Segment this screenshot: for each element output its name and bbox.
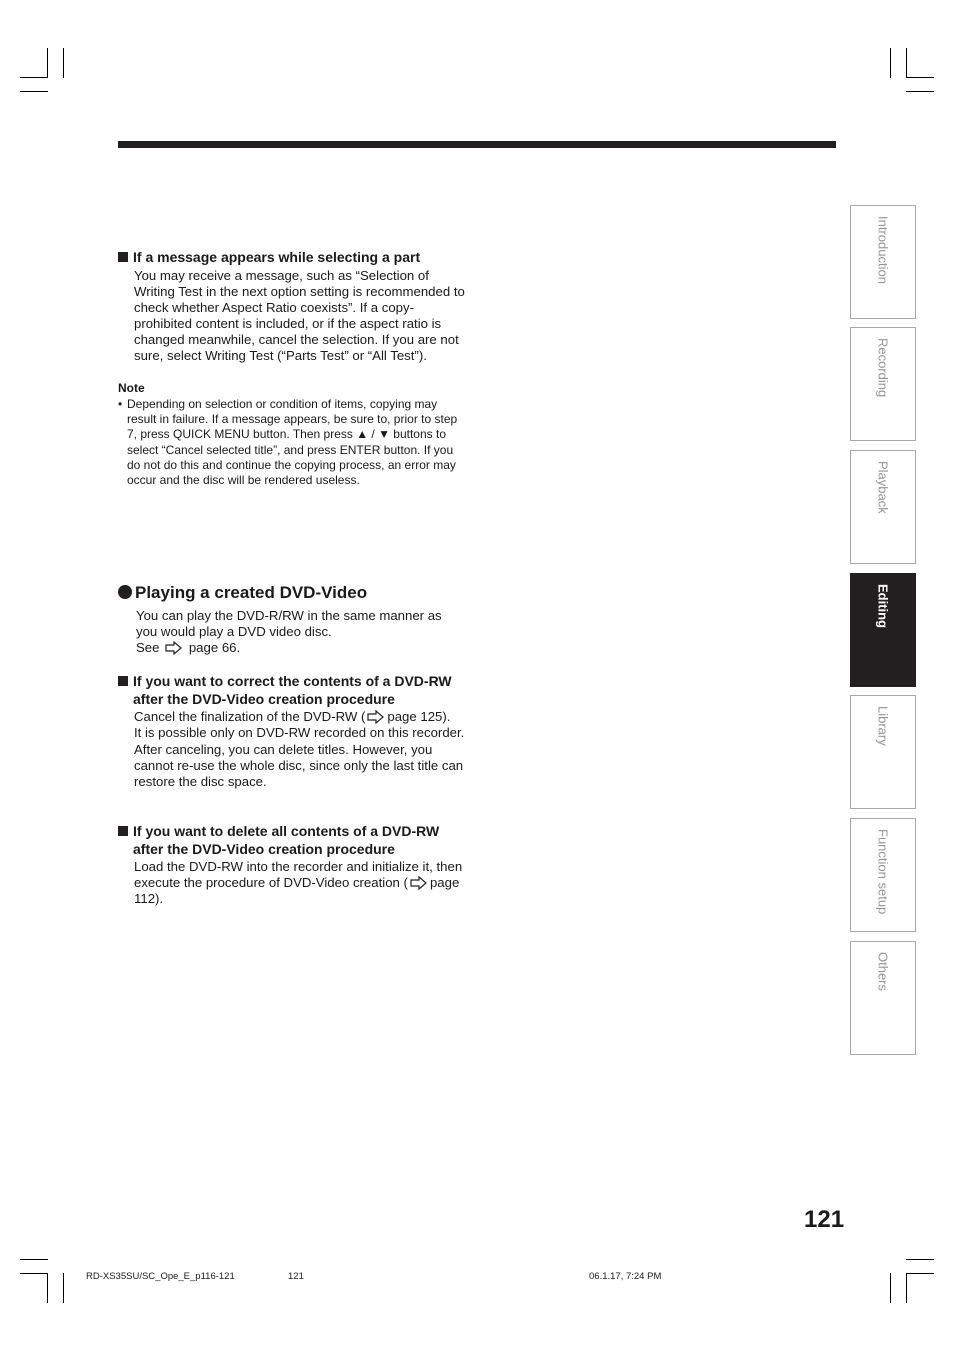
paragraph — [134, 709, 468, 725]
footer-date: 06.1.17, 7:24 PM — [589, 1271, 662, 1282]
see-prefix: See — [136, 640, 160, 655]
tab-label: Playback — [875, 461, 891, 514]
text: ( — [403, 875, 408, 890]
square-bullet-icon — [118, 676, 128, 686]
section-title — [118, 583, 367, 603]
tab-label: Editing — [875, 584, 891, 629]
tab-label: Function setup — [875, 829, 891, 915]
paragraph: After canceling, you can delete titles. However, you cannot re-use the whole disc, since only the last title can restore the disc space. — [134, 742, 464, 789]
crop-mark — [63, 48, 64, 78]
section-heading — [118, 248, 468, 266]
footer-file: RD-XS35SU/SC_Ope_E_p116-121 — [86, 1271, 235, 1282]
crop-mark — [906, 1273, 934, 1274]
crop-mark — [63, 1273, 64, 1303]
tab-introduction[interactable] — [850, 205, 916, 319]
crop-mark — [20, 77, 48, 78]
section-heading — [118, 822, 468, 858]
section-body — [134, 859, 468, 907]
crop-mark — [47, 1273, 48, 1303]
section-body — [134, 709, 468, 790]
paragraph: You can play the DVD-R/RW in the same manner as you would play a DVD video disc. — [136, 608, 442, 639]
text: Cancel the finalization of the DVD-RW ( — [134, 709, 366, 724]
heading-text: If you want to correct the contents of a DVD-RW after the DVD-Video creation procedure — [133, 673, 452, 707]
crop-mark — [906, 77, 934, 78]
square-bullet-icon — [118, 826, 128, 836]
see-reference — [136, 640, 466, 656]
square-bullet-icon — [118, 252, 128, 262]
section-heading — [118, 672, 468, 708]
page-reference-arrow-icon — [367, 710, 385, 724]
title-text: Playing a created DVD-Video — [135, 583, 368, 602]
bullet: • — [118, 397, 123, 411]
page-ref: page 112). — [134, 875, 460, 906]
tab-label: Recording — [875, 338, 891, 398]
tab-label: Others — [875, 952, 891, 992]
crop-mark — [890, 48, 891, 78]
tab-others[interactable] — [850, 941, 916, 1055]
crop-mark — [906, 1273, 907, 1303]
section-body — [136, 608, 466, 656]
page-reference-arrow-icon — [165, 641, 183, 655]
see-page: page 66. — [188, 640, 241, 655]
tab-editing[interactable] — [850, 573, 916, 687]
tab-label: Library — [875, 706, 891, 746]
crop-mark — [906, 1259, 934, 1260]
tab-function-setup[interactable] — [850, 818, 916, 932]
page-reference-arrow-icon — [410, 876, 428, 890]
text: Load the DVD-RW into the recorder and initialize it, then execute the procedure of DVD-Video creation — [134, 859, 463, 890]
header-rule — [118, 141, 836, 148]
tab-playback[interactable] — [850, 450, 916, 564]
note-title: Note — [118, 381, 145, 395]
page-number: 121 — [804, 1206, 845, 1233]
paragraph: You may receive a message, such as “Selection of Writing Test in the next option setting is recommended to check whether Aspect Ratio coexists”. If a copy-prohibited content is included, or if the aspect ratio is changed meanwhile, cancel the selection. If you are not sure, select Writing Test (“Parts Test” or “All Test”). — [134, 268, 465, 363]
crop-mark — [906, 91, 934, 92]
crop-mark — [20, 91, 48, 92]
footer-page: 121 — [288, 1271, 304, 1282]
tab-recording[interactable] — [850, 327, 916, 441]
page-ref: page 125). — [387, 709, 451, 724]
heading-text: If a message appears while selecting a part — [133, 249, 421, 265]
crop-mark — [890, 1273, 891, 1303]
tab-label: Introduction — [875, 216, 891, 284]
crop-mark — [20, 1273, 48, 1274]
note-item — [118, 397, 463, 488]
section-body — [134, 268, 468, 364]
tab-library[interactable] — [850, 695, 916, 809]
heading-text: If you want to delete all contents of a DVD-RW after the DVD-Video creation procedure — [133, 823, 440, 857]
crop-mark — [47, 48, 48, 78]
crop-mark — [20, 1259, 48, 1260]
paragraph — [134, 859, 468, 907]
crop-mark — [906, 48, 907, 78]
note-text: Depending on selection or condition of items, copying may result in failure. If a message appears, be sure to, prior to step 7, press QUICK MENU button. Then press ▲ / ▼ buttons to select “Cancel selected title”, and press ENTER button. If you do not do this and continue the copying process, an error may occur and the disc will be rendered useless. — [127, 397, 458, 488]
circle-bullet-icon — [118, 585, 132, 599]
paragraph: It is possible only on DVD-RW recorded on this recorder. — [134, 725, 465, 740]
